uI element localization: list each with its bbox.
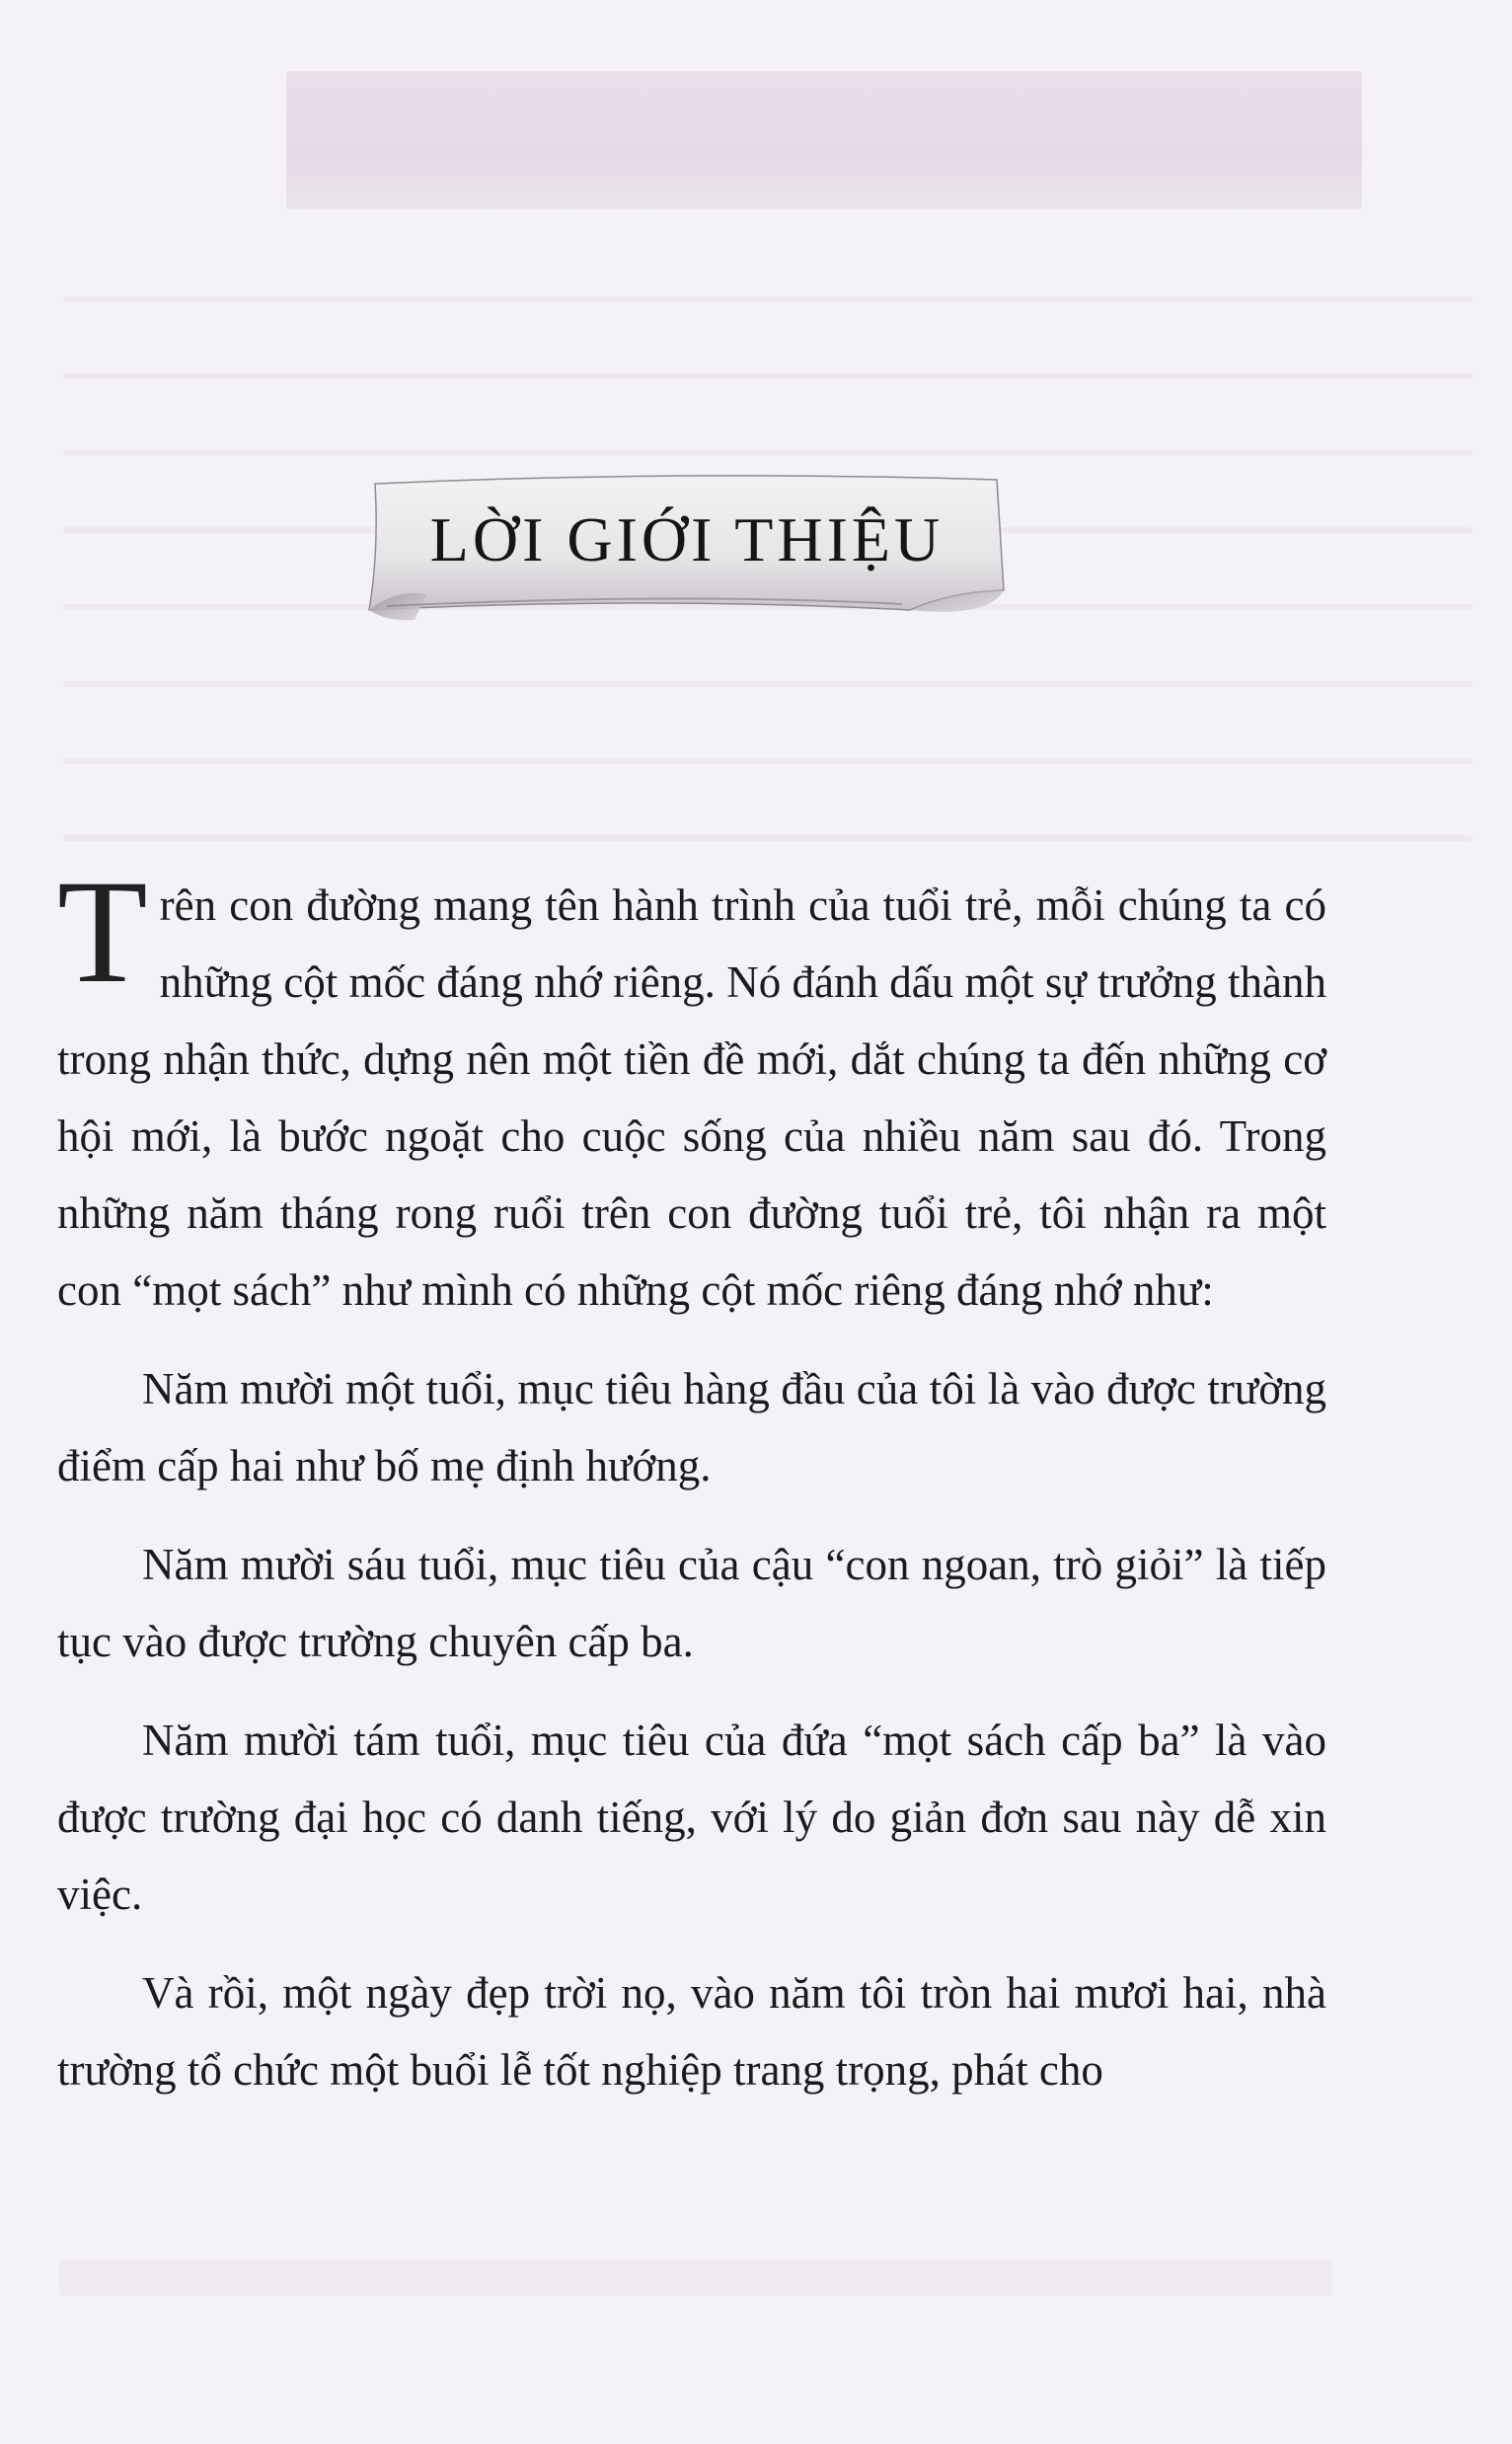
opening-paragraph (57, 850, 1326, 1329)
page-footer-band (59, 2260, 1332, 2296)
paragraph-age-sixteen: Năm mười sáu tuổi, mục tiêu của cậu “con ngoan, trò giỏi” là tiếp tục vào được trường chuyên cấp ba. (57, 1540, 1326, 1666)
body-text (57, 850, 1326, 2108)
drop-cap: T (57, 850, 148, 1014)
chapter-title: LỜI GIỚI THIỆU (429, 504, 945, 574)
opening-paragraph-text: rên con đường mang tên hành trình của tuổi trẻ, mỗi chúng ta có những cột mốc đáng nhớ riêng. Nó đánh dấu một sự trưởng thành trong nhận thức, dựng nên một tiền đề mới, dắt chúng ta đến những cơ hội mới, là bước ngoặt cho cuộc sống của nhiều năm sau đó. Trong những năm tháng rong ruổi trên con đường tuổi trẻ, tôi nhận ra một con “mọt sách” như mình có những cột mốc riêng đáng nhớ như: (57, 880, 1326, 1315)
chapter-title-ribbon (357, 462, 1017, 630)
paragraph-age-eleven: Năm mười một tuổi, mục tiêu hàng đầu của tôi là vào được trường điểm cấp hai như bố mẹ định hướng. (57, 1364, 1326, 1490)
paragraph-graduation: Và rồi, một ngày đẹp trời nọ, vào năm tôi tròn hai mươi hai, nhà trường tổ chức một buổi lễ tốt nghiệp trang trọng, phát cho (57, 1968, 1326, 2095)
page-header-band (286, 71, 1362, 209)
paragraph-age-eighteen: Năm mười tám tuổi, mục tiêu của đứa “mọt sách cấp ba” là vào được trường đại học có danh tiếng, với lý do giản đơn sau này dễ xin việc. (57, 1716, 1326, 1919)
